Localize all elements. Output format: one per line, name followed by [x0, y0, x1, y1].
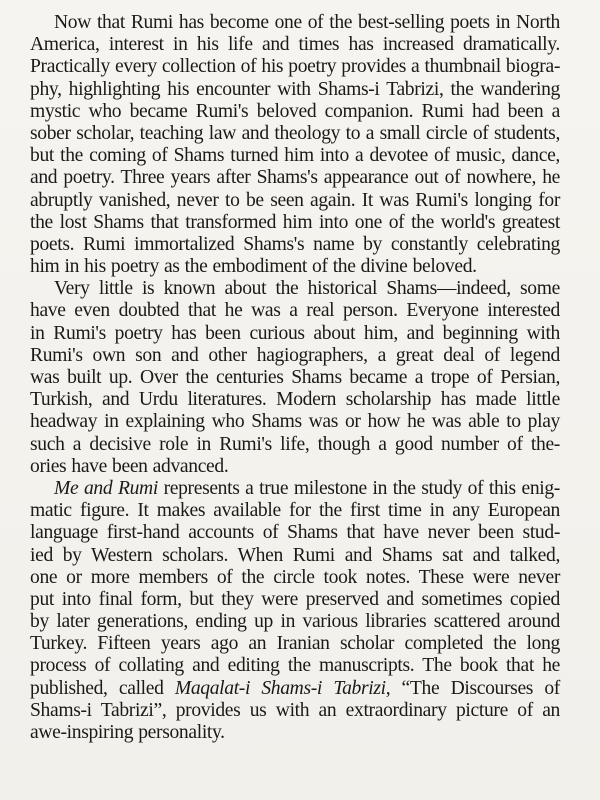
text-line: such a decisive role in Rumi's life, though a good number of the-: [30, 433, 560, 455]
text-line: Shams-i Tabrizi”, provides us with an extraordinary picture of an: [30, 699, 560, 721]
text-line: the lost Shams that transformed him into one of the world's greatest: [30, 211, 560, 233]
text-line: him in his poetry as the embodiment of the divine beloved.: [30, 256, 477, 278]
text-line: abruptly vanished, never to be seen again. It was Rumi's longing for: [30, 189, 560, 211]
text-line: America, interest in his life and times has increased dramatically.: [30, 34, 560, 56]
text-line: Rumi's own son and other hagiographers, a great deal of legend: [30, 344, 560, 366]
paragraph-2: [30, 278, 560, 478]
body-text: [30, 12, 560, 744]
text-line: Practically every collection of his poetry provides a thumbnail biogra-: [30, 56, 560, 78]
text-line: one or more members of the circle took notes. These were never: [30, 566, 560, 588]
text-line: Me and Rumi represents a true milestone in the study of this enig-: [54, 477, 560, 499]
text-line: put into final form, but they were preserved and sometimes copied: [30, 588, 560, 610]
text-line: Turkish, and Urdu literatures. Modern scholarship has made little: [30, 389, 560, 411]
text-line: Now that Rumi has become one of the best-selling poets in North: [54, 12, 560, 33]
paragraph-1: [30, 12, 560, 278]
text-line: by later generations, ending up in various libraries scattered around: [30, 611, 560, 633]
text-line: poets. Rumi immortalized Shams's name by constantly celebrating: [30, 233, 560, 255]
text-line: ied by Western scholars. When Rumi and Shams sat and talked,: [30, 544, 560, 566]
text-line: headway in explaining who Shams was or how he was able to play: [30, 411, 560, 433]
text-line: have even doubted that he was a real person. Everyone interested: [30, 300, 560, 322]
paragraph-3: [30, 478, 560, 744]
text-line: and poetry. Three years after Shams's appearance out of nowhere, he: [30, 167, 560, 189]
text-line: published, called Maqalat-i Shams-i Tabrizi, “The Discourses of: [30, 677, 560, 699]
text-line: but the coming of Shams turned him into a devotee of music, dance,: [30, 145, 560, 167]
text-line: language first-hand accounts of Shams that have never been stud-: [30, 522, 560, 544]
text-line: ories have been advanced.: [30, 455, 229, 477]
text-line: Very little is known about the historical Shams—indeed, some: [54, 278, 560, 300]
text-line: phy, highlighting his encounter with Shams-i Tabrizi, the wandering: [30, 78, 560, 100]
text-line: mystic who became Rumi's beloved companion. Rumi had been a: [30, 100, 560, 122]
text-line: in Rumi's poetry has been curious about him, and beginning with: [30, 322, 560, 344]
italic-title: Me and Rumi: [54, 477, 158, 499]
text-line: matic figure. It makes available for the first time in any European: [30, 500, 560, 522]
text-line: sober scholar, teaching law and theology to a small circle of students,: [30, 122, 560, 144]
italic-title: Maqalat-i Shams-i Tabrizi: [174, 677, 386, 699]
text-line: process of collating and editing the manuscripts. The book that he: [30, 655, 560, 677]
text-line: was built up. Over the centuries Shams became a trope of Persian,: [30, 367, 560, 388]
text-line: Turkey. Fifteen years ago an Iranian scholar completed the long: [30, 633, 560, 655]
text-line: awe-inspiring personality.: [30, 722, 225, 743]
